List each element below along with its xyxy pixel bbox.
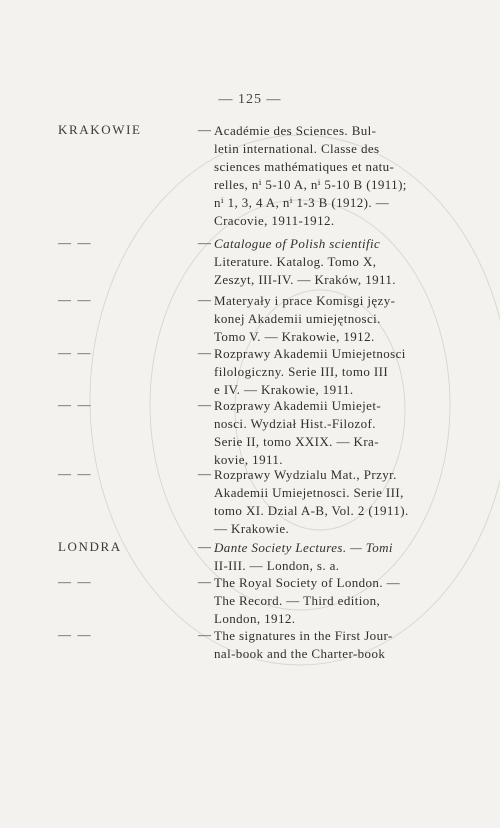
bibliography-entry bbox=[214, 122, 407, 230]
entry-dash: — bbox=[198, 574, 211, 589]
entry-line: tomo XI. Dzial A-B, Vol. 2 (1911). bbox=[214, 503, 409, 518]
entry-line: nosci. Wydział Hist.-Filozof. bbox=[214, 416, 376, 431]
entry-line: Serie II, tomo XXIX. — Kra- bbox=[214, 434, 379, 449]
entry-dash: — bbox=[198, 345, 211, 360]
place-name: — — bbox=[58, 466, 93, 481]
entry-line: kovie, 1911. bbox=[214, 452, 283, 467]
entry-line: Rozprawy Akademii Umiejet- bbox=[214, 398, 382, 413]
entry-dash: — bbox=[198, 122, 211, 137]
entry-line: konej Akademii umiejętnosci. bbox=[214, 311, 381, 326]
place-name: LONDRA bbox=[58, 539, 122, 554]
entry-dash: — bbox=[198, 235, 211, 250]
entry-line: Literature. Katalog. Tomo X, bbox=[214, 254, 377, 269]
entry-line: Catalogue of Polish scientific bbox=[214, 236, 381, 251]
bibliography-entry bbox=[214, 397, 392, 469]
bibliography-entry bbox=[214, 292, 396, 346]
entry-line: e IV. — Krakowie, 1911. bbox=[214, 382, 354, 397]
entry-dash: — bbox=[198, 627, 211, 642]
place-name: — — bbox=[58, 397, 93, 412]
entry-line: letin international. Classe des bbox=[214, 141, 380, 156]
entry-line: relles, nⁱ 5-10 A, nⁱ 5-10 B (1911); bbox=[214, 177, 407, 192]
entry-line: II-III. — London, s. a. bbox=[214, 558, 340, 573]
bibliography-entry bbox=[214, 539, 392, 575]
entry-line: The Royal Society of London. — bbox=[214, 575, 401, 590]
entry-line: nal-book and the Charter-book bbox=[214, 646, 386, 661]
entry-line: nⁱ 1, 3, 4 A, nⁱ 1-3 B (1912). — bbox=[214, 195, 390, 210]
entry-dash: — bbox=[198, 292, 211, 307]
place-name: — — bbox=[58, 627, 93, 642]
place-name: — — bbox=[58, 235, 93, 250]
entry-line: Dante Society Lectures. — Tomi bbox=[214, 540, 393, 555]
page-number: — 125 — bbox=[218, 92, 282, 107]
entry-line: The Record. — Third edition, bbox=[214, 593, 381, 608]
place-name: KRAKOWIE bbox=[58, 122, 142, 137]
entry-line: Zeszyt, III-IV. — Kraków, 1911. bbox=[214, 272, 396, 287]
entry-line: The signatures in the First Jour- bbox=[214, 628, 393, 643]
entry-line: filologiczny. Serie III, tomo III bbox=[214, 364, 389, 379]
entry-line: Rozprawy Wydzialu Mat., Przyr. bbox=[214, 467, 397, 482]
entry-dash: — bbox=[198, 466, 211, 481]
bibliography-entry bbox=[214, 345, 406, 399]
entry-dash: — bbox=[198, 539, 211, 554]
place-name: — — bbox=[58, 574, 93, 589]
bibliography-entry bbox=[214, 466, 409, 538]
entry-line: — Krakowie. bbox=[214, 521, 290, 536]
entry-line: Akademii Umiejetnosci. Serie III, bbox=[214, 485, 404, 500]
bibliography-entry bbox=[214, 627, 392, 663]
place-name: — — bbox=[58, 292, 93, 307]
entry-line: London, 1912. bbox=[214, 611, 296, 626]
entry-line: Rozprawy Akademii Umiejetnosci bbox=[214, 346, 406, 361]
bibliography-entry bbox=[214, 235, 396, 289]
bibliography-entry bbox=[214, 574, 401, 628]
entry-line: sciences mathématiques et natu- bbox=[214, 159, 395, 174]
entry-dash: — bbox=[198, 397, 211, 412]
entry-line: Académie des Sciences. Bul- bbox=[214, 123, 377, 138]
entry-line: Materyały i prace Komisgi języ- bbox=[214, 293, 396, 308]
place-name: — — bbox=[58, 345, 93, 360]
entry-line: Cracovie, 1911-1912. bbox=[214, 213, 335, 228]
entry-line: Tomo V. — Krakowie, 1912. bbox=[214, 329, 375, 344]
